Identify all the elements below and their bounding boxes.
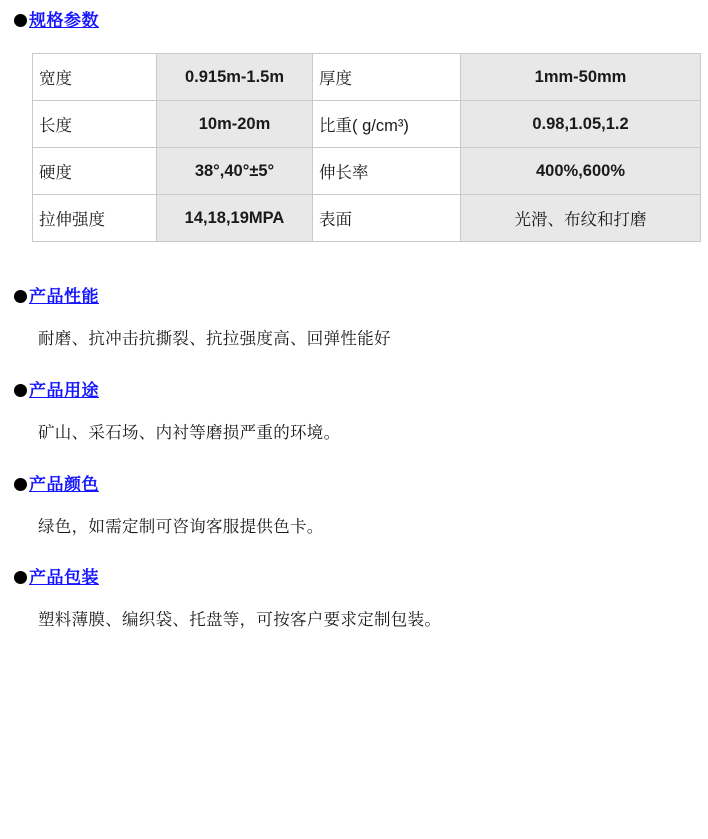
- spec-label: 厚度: [313, 54, 461, 101]
- section-text-performance: 耐磨、抗冲击抗撕裂、抗拉强度高、回弹性能好: [38, 330, 391, 348]
- section-usage: [14, 382, 694, 446]
- bullet-icon: [14, 571, 27, 584]
- spec-value: 1mm-50mm: [461, 54, 701, 101]
- section-title-packaging: 产品包装: [29, 568, 99, 588]
- spec-label: 比重( g/cm³): [313, 101, 461, 148]
- section-packaging: [14, 569, 694, 633]
- section-title-usage: 产品用途: [29, 380, 99, 400]
- section-performance: [14, 288, 694, 352]
- bullet-icon: [14, 478, 27, 491]
- spec-label: 硬度: [33, 148, 157, 195]
- spec-table: [32, 53, 701, 242]
- section-heading-performance: [14, 288, 694, 305]
- table-row: [33, 195, 701, 242]
- section-title-color: 产品颜色: [29, 474, 99, 494]
- spec-value: 38°,40°±5°: [157, 148, 313, 195]
- table-row: [33, 101, 701, 148]
- spec-label: 长度: [33, 101, 157, 148]
- spec-label: 宽度: [33, 54, 157, 101]
- section-title-spec: 规格参数: [29, 11, 99, 30]
- section-heading-packaging: [14, 569, 694, 586]
- spec-label: 伸长率: [313, 148, 461, 195]
- section-heading-color: [14, 476, 694, 493]
- table-row: [33, 54, 701, 101]
- section-title-performance: 产品性能: [29, 287, 99, 306]
- bullet-icon: [14, 290, 27, 303]
- spec-value: 14,18,19MPA: [157, 195, 313, 242]
- section-heading-spec: [14, 12, 694, 29]
- section-text-packaging: 塑料薄膜、编织袋、托盘等，可按客户要求定制包装。: [38, 611, 442, 630]
- spec-value: 400%,600%: [461, 148, 701, 195]
- section-text-color: 绿色，如需定制可咨询客服提供色卡。: [38, 517, 324, 536]
- spec-label: 拉伸强度: [33, 195, 157, 242]
- bullet-icon: [14, 14, 27, 27]
- spec-value: 10m-20m: [157, 101, 313, 148]
- section-heading-usage: [14, 382, 694, 399]
- spec-table-wrapper: [32, 53, 700, 242]
- spec-label: 表面: [313, 195, 461, 242]
- table-row: [33, 148, 701, 195]
- spec-value: 0.915m-1.5m: [157, 54, 313, 101]
- spec-value: 光滑、布纹和打磨: [461, 195, 701, 242]
- section-color: [14, 476, 694, 540]
- spec-value: 0.98,1.05,1.2: [461, 101, 701, 148]
- bullet-icon: [14, 384, 27, 397]
- section-text-usage: 矿山、采石场、内衬等磨损严重的环境。: [38, 423, 341, 442]
